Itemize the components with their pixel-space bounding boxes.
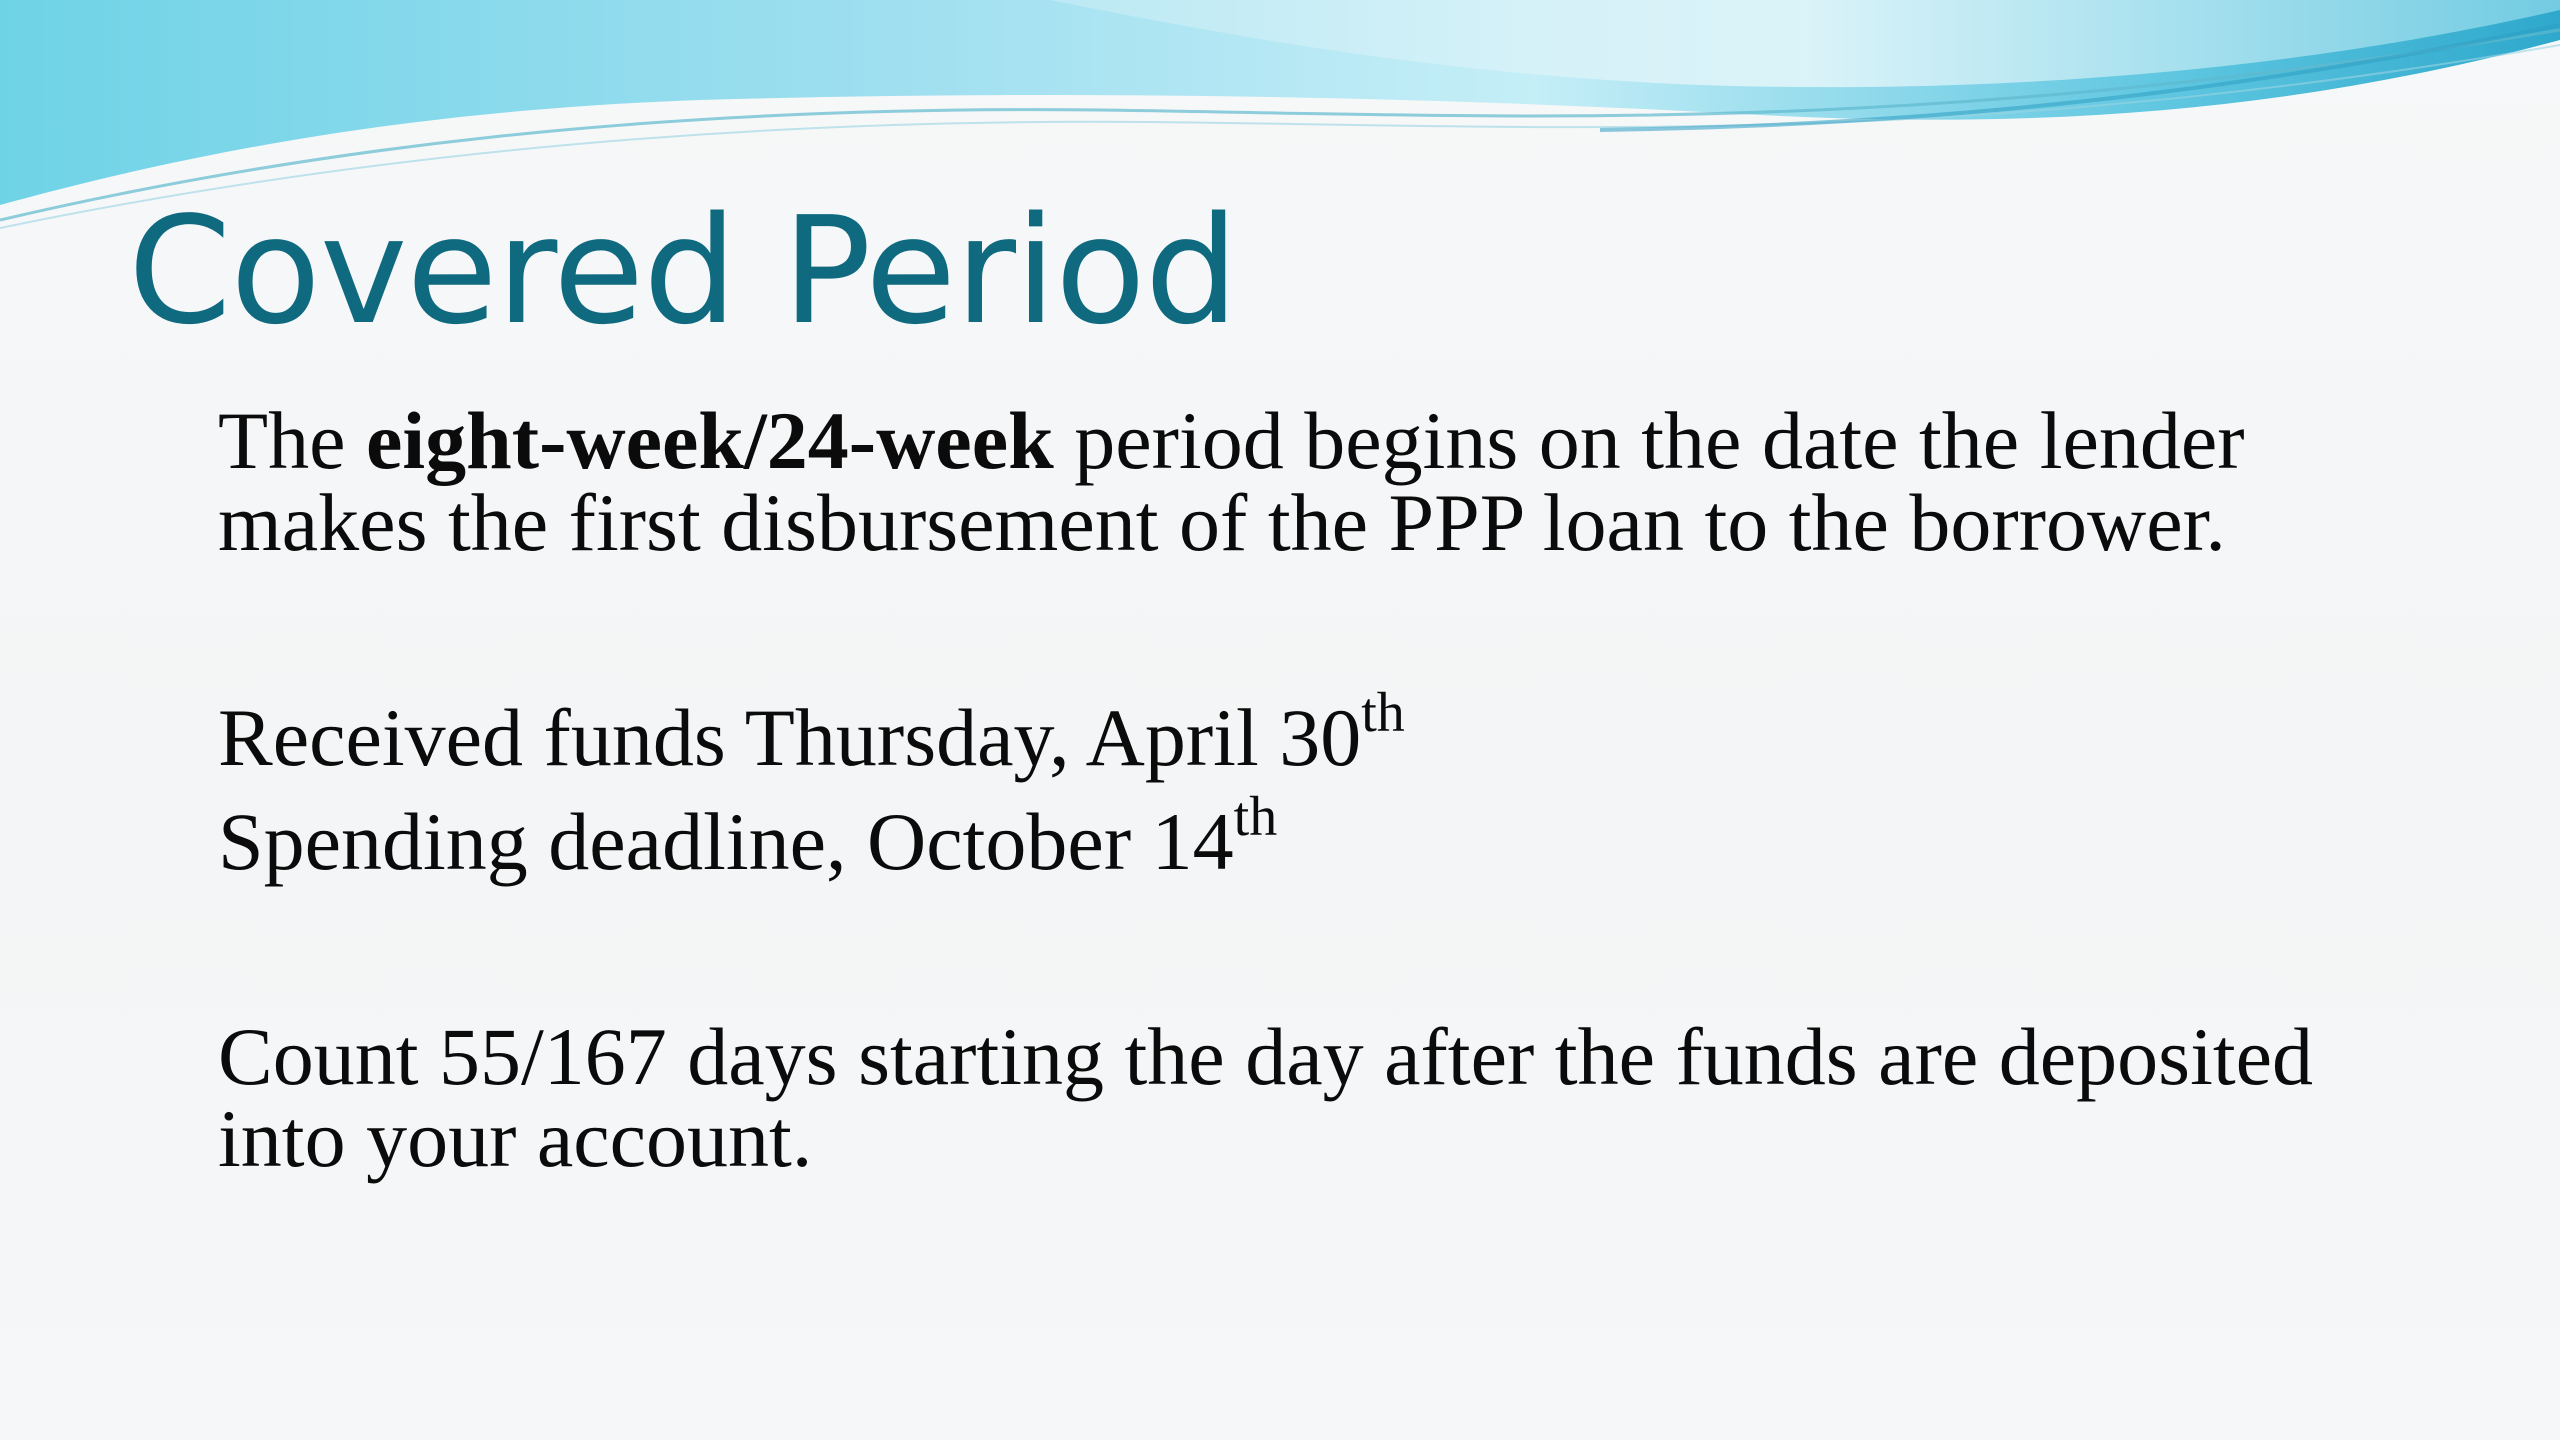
- definition-rest: period begins on the date the lender makes the first disbursement of the PPP loan to the borrower.: [218, 395, 2245, 568]
- received-funds-line: [218, 682, 2458, 790]
- received-funds-suffix: th: [1361, 682, 1405, 744]
- covered-period-definition: [218, 395, 2458, 568]
- slide-title: Covered Period: [128, 185, 1238, 357]
- definition-bold-period: eight-week/24-week: [365, 395, 1054, 486]
- spacer: [218, 564, 2458, 686]
- received-funds-text: Received funds Thursday, April 30: [218, 692, 1362, 783]
- spending-deadline-text: Spending deadline, October 14: [218, 796, 1234, 887]
- spending-deadline-suffix: th: [1233, 786, 1278, 848]
- spacer: [218, 894, 2458, 1016]
- slide-body: [218, 395, 2458, 1184]
- definition-lead: The: [218, 395, 346, 486]
- spending-deadline-line: [218, 786, 2458, 894]
- count-days-note: Count 55/167 days starting the day after the funds are deposited into your account.: [218, 1011, 2314, 1184]
